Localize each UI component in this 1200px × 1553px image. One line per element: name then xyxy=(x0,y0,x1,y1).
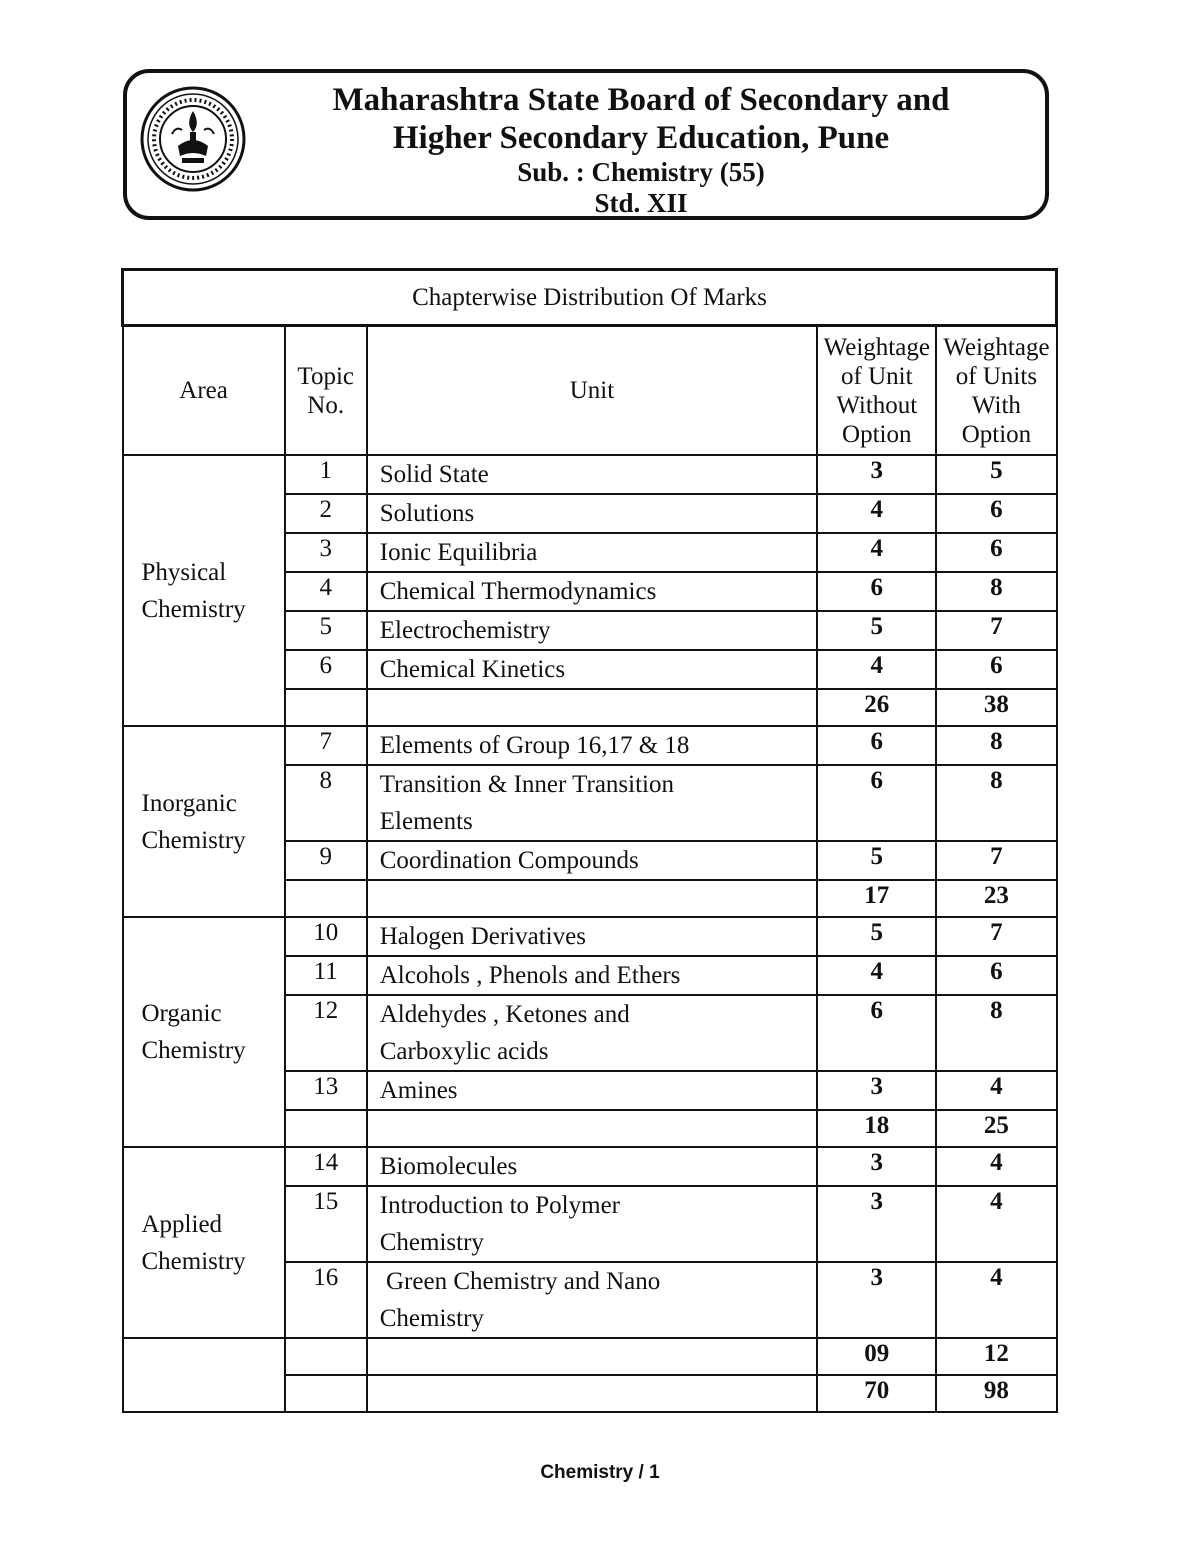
unit-name: Solid State xyxy=(367,455,817,494)
weightage-with-option: 4 xyxy=(936,1262,1056,1338)
weightage-without-option: 5 xyxy=(817,611,936,650)
weightage-without-option: 4 xyxy=(817,533,936,572)
weightage-without-option: 3 xyxy=(817,1186,936,1262)
subtotal-without-option: 17 xyxy=(817,880,936,917)
topic-number: 8 xyxy=(285,765,367,841)
subtotal-with-option: 23 xyxy=(936,880,1056,917)
column-header-without-option: Weightage of Unit Without Option xyxy=(817,326,936,456)
weightage-with-option: 4 xyxy=(936,1071,1056,1110)
total-without-option: 70 xyxy=(817,1375,936,1412)
topic-number: 6 xyxy=(285,650,367,689)
empty-cell xyxy=(285,1338,367,1375)
board-seal-icon xyxy=(140,86,246,192)
weightage-without-option: 5 xyxy=(817,841,936,880)
unit-name: Introduction to Polymer Chemistry xyxy=(367,1186,817,1262)
area-inorganic-chemistry: Inorganic Chemistry xyxy=(123,726,285,917)
unit-name: Transition & Inner Transition Elements xyxy=(367,765,817,841)
subtotal-with-option: 12 xyxy=(936,1338,1056,1375)
unit-name: Biomolecules xyxy=(367,1147,817,1186)
weightage-with-option: 7 xyxy=(936,611,1056,650)
topic-number: 14 xyxy=(285,1147,367,1186)
standard-line: Std. XII xyxy=(594,188,688,218)
weightage-with-option: 6 xyxy=(936,650,1056,689)
board-name-line2: Higher Secondary Education, Pune xyxy=(392,120,890,156)
weightage-with-option: 7 xyxy=(936,841,1056,880)
empty-cell xyxy=(285,1110,367,1147)
marks-distribution-table xyxy=(121,268,1058,1413)
weightage-with-option: 8 xyxy=(936,995,1056,1071)
subtotal-without-option: 18 xyxy=(817,1110,936,1147)
weightage-without-option: 3 xyxy=(817,1147,936,1186)
weightage-with-option: 8 xyxy=(936,726,1056,765)
weightage-without-option: 6 xyxy=(817,995,936,1071)
topic-number: 4 xyxy=(285,572,367,611)
topic-number: 12 xyxy=(285,995,367,1071)
weightage-with-option: 4 xyxy=(936,1186,1056,1262)
topic-number: 9 xyxy=(285,841,367,880)
empty-cell xyxy=(367,880,817,917)
topic-number: 15 xyxy=(285,1186,367,1262)
header-text xyxy=(267,81,1015,219)
weightage-with-option: 6 xyxy=(936,533,1056,572)
unit-name: Coordination Compounds xyxy=(367,841,817,880)
empty-cell xyxy=(285,689,367,726)
board-name-line1: Maharashtra State Board of Secondary and xyxy=(332,82,950,118)
unit-name: Chemical Thermodynamics xyxy=(367,572,817,611)
unit-name: Alcohols , Phenols and Ethers xyxy=(367,956,817,995)
topic-number: 11 xyxy=(285,956,367,995)
weightage-without-option: 4 xyxy=(817,650,936,689)
empty-cell xyxy=(285,880,367,917)
unit-name: Solutions xyxy=(367,494,817,533)
unit-name: Electrochemistry xyxy=(367,611,817,650)
subtotal-with-option: 38 xyxy=(936,689,1056,726)
topic-number: 16 xyxy=(285,1262,367,1338)
weightage-with-option: 8 xyxy=(936,572,1056,611)
topic-number: 10 xyxy=(285,917,367,956)
topic-number: 3 xyxy=(285,533,367,572)
weightage-without-option: 3 xyxy=(817,1071,936,1110)
area-organic-chemistry: Organic Chemistry xyxy=(123,917,285,1147)
empty-cell xyxy=(367,689,817,726)
column-header-with-option: Weightage of Units With Option xyxy=(936,326,1056,456)
weightage-without-option: 6 xyxy=(817,572,936,611)
table-title: Chapterwise Distribution Of Marks xyxy=(123,270,1057,326)
topic-number: 1 xyxy=(285,455,367,494)
unit-name: Halogen Derivatives xyxy=(367,917,817,956)
table-row xyxy=(123,1147,1057,1186)
subtotal-without-option: 09 xyxy=(817,1338,936,1375)
empty-cell xyxy=(285,1375,367,1412)
column-header-unit: Unit xyxy=(367,326,817,456)
area-applied-chemistry: Applied Chemistry xyxy=(123,1147,285,1338)
empty-cell xyxy=(367,1110,817,1147)
unit-name: Green Chemistry and Nano Chemistry xyxy=(367,1262,817,1338)
weightage-without-option: 5 xyxy=(817,917,936,956)
table-row xyxy=(123,455,1057,494)
unit-name: Aldehydes , Ketones and Carboxylic acids xyxy=(367,995,817,1071)
weightage-without-option: 6 xyxy=(817,726,936,765)
column-header-topic: Topic No. xyxy=(285,326,367,456)
area-physical-chemistry: Physical Chemistry xyxy=(123,455,285,726)
topic-number: 7 xyxy=(285,726,367,765)
weightage-without-option: 3 xyxy=(817,455,936,494)
page-footer: Chemistry / 1 xyxy=(540,1462,660,1483)
weightage-with-option: 4 xyxy=(936,1147,1056,1186)
subject-line: Sub. : Chemistry (55) xyxy=(517,157,765,187)
header-box xyxy=(123,69,1049,220)
weightage-without-option: 4 xyxy=(817,494,936,533)
weightage-with-option: 6 xyxy=(936,494,1056,533)
total-with-option: 98 xyxy=(936,1375,1056,1412)
empty-cell xyxy=(367,1338,817,1375)
weightage-without-option: 3 xyxy=(817,1262,936,1338)
unit-name: Elements of Group 16,17 & 18 xyxy=(367,726,817,765)
subtotal-without-option: 26 xyxy=(817,689,936,726)
empty-cell xyxy=(123,1338,285,1412)
weightage-with-option: 8 xyxy=(936,765,1056,841)
column-header-area: Area xyxy=(123,326,285,456)
unit-name: Ionic Equilibria xyxy=(367,533,817,572)
table-row xyxy=(123,726,1057,765)
topic-number: 13 xyxy=(285,1071,367,1110)
topic-number: 2 xyxy=(285,494,367,533)
unit-name: Amines xyxy=(367,1071,817,1110)
subtotal-with-option: 25 xyxy=(936,1110,1056,1147)
table-title-row xyxy=(123,270,1057,326)
empty-cell xyxy=(367,1375,817,1412)
weightage-with-option: 5 xyxy=(936,455,1056,494)
weightage-without-option: 6 xyxy=(817,765,936,841)
table-row xyxy=(123,917,1057,956)
weightage-without-option: 4 xyxy=(817,956,936,995)
weightage-with-option: 7 xyxy=(936,917,1056,956)
unit-name: Chemical Kinetics xyxy=(367,650,817,689)
subtotal-row xyxy=(123,1338,1057,1375)
weightage-with-option: 6 xyxy=(936,956,1056,995)
topic-number: 5 xyxy=(285,611,367,650)
table-header-row xyxy=(123,326,1057,456)
